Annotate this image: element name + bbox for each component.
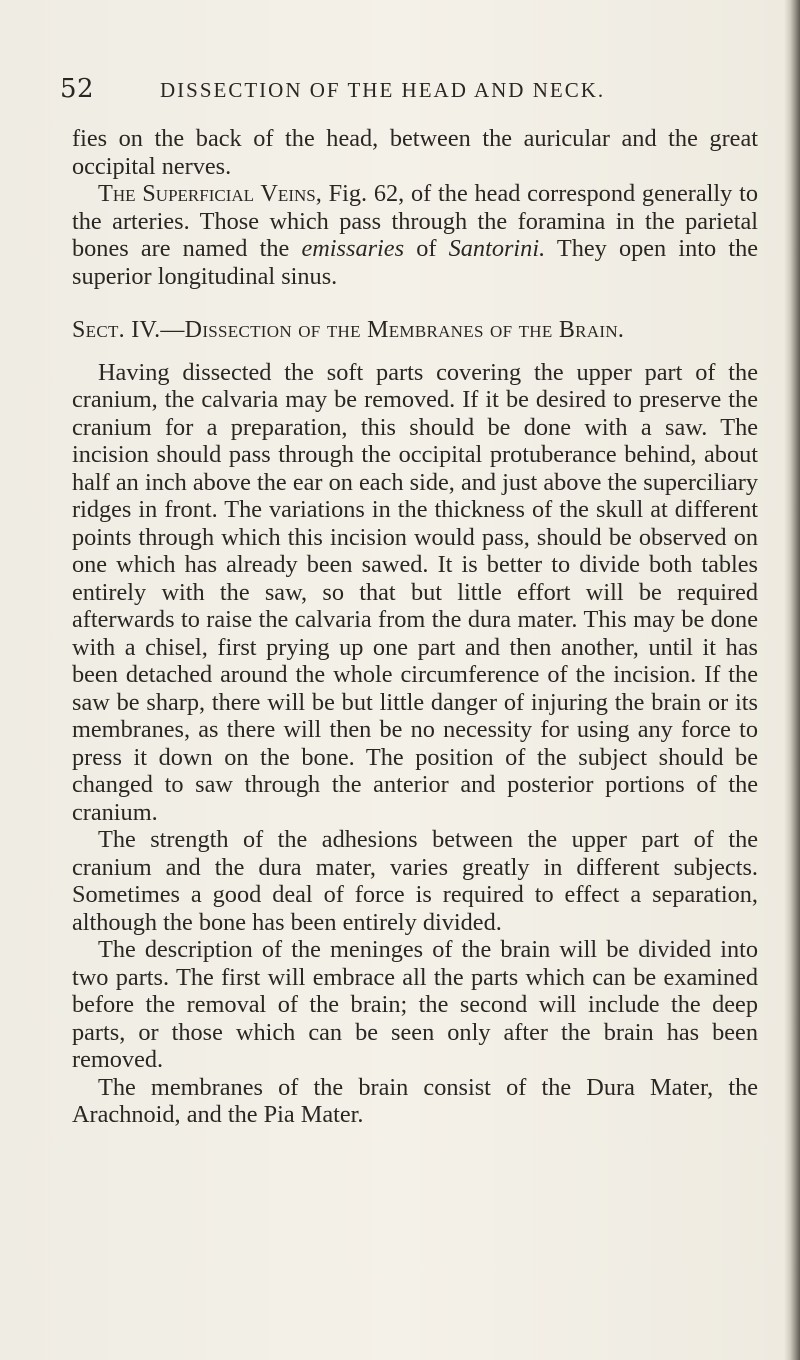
emissaries-term: emissaries <box>301 235 405 262</box>
superficial-veins-text-c: They open into the superior longitudinal sinus. <box>72 235 759 290</box>
section-heading: Sect. IV.—Dissection of the Membranes of the Brain. <box>72 317 625 343</box>
superficial-veins-term: The Superficial Veins, <box>98 180 322 207</box>
paragraph-continuation: fies on the back of the head, between the auricular and the great occipital nerves. <box>72 125 758 180</box>
santorini-term: Santorini. <box>448 235 546 262</box>
superficial-veins-text-b: of <box>404 235 449 262</box>
page-number: 52 <box>60 74 95 104</box>
page-header <box>60 74 720 114</box>
superficial-veins-text-a: Fig. 62, of the head correspond generally to the arteries. Those which pass through the foramina in the parietal bones are named the <box>72 180 758 262</box>
paragraph-removing-calvaria: Having dissected the soft parts covering the upper part of the cranium, the calvaria may be removed. If it be desired to preserve the cranium for a preparation, this should be done with a saw. The incision should pass through the occipital protuberance behind, about half an inch above the ear on each side, and just above the superciliary ridges in front. The variations in the thickness of the skull at different points through which this incision would pass, should be observed on one which has already been sawed. It is better to divide both tables entirely with the saw, so that but little effort will be required afterwards to raise the calvaria from the dura mater. This may be done with a chisel, first prying up one part and then another, until it has been detached around the whole circumference of the incision. If the saw be sharp, there will be but little danger of injuring the brain or its membranes, as there will then be no necessity for using any force to press it down on the bone. The position of the subject should be changed to saw through the anterior and posterior portions of the cranium. <box>72 358 758 826</box>
paragraph-adhesions: The strength of the adhesions between the upper part of the cranium and the dura mater, varies greatly in different subjects. Sometimes a good deal of force is required to effect a separation, although the bone has been entirely divided. <box>72 826 758 936</box>
running-head: DISSECTION OF THE HEAD AND NECK. <box>160 78 606 102</box>
body-text <box>72 125 758 1129</box>
page-binding-shadow <box>784 0 800 1360</box>
paragraph-superficial-veins <box>72 180 758 290</box>
paragraph-meninges-description: The description of the meninges of the brain will be divided into two parts. The first will embrace all the parts which can be examined before the removal of the brain; the second will include the deep parts, or those which can be seen only after the brain has been removed. <box>72 936 758 1073</box>
paragraph-membranes-list: The membranes of the brain consist of the Dura Mater, the Arachnoid, and the Pia Mater. <box>72 1073 758 1128</box>
